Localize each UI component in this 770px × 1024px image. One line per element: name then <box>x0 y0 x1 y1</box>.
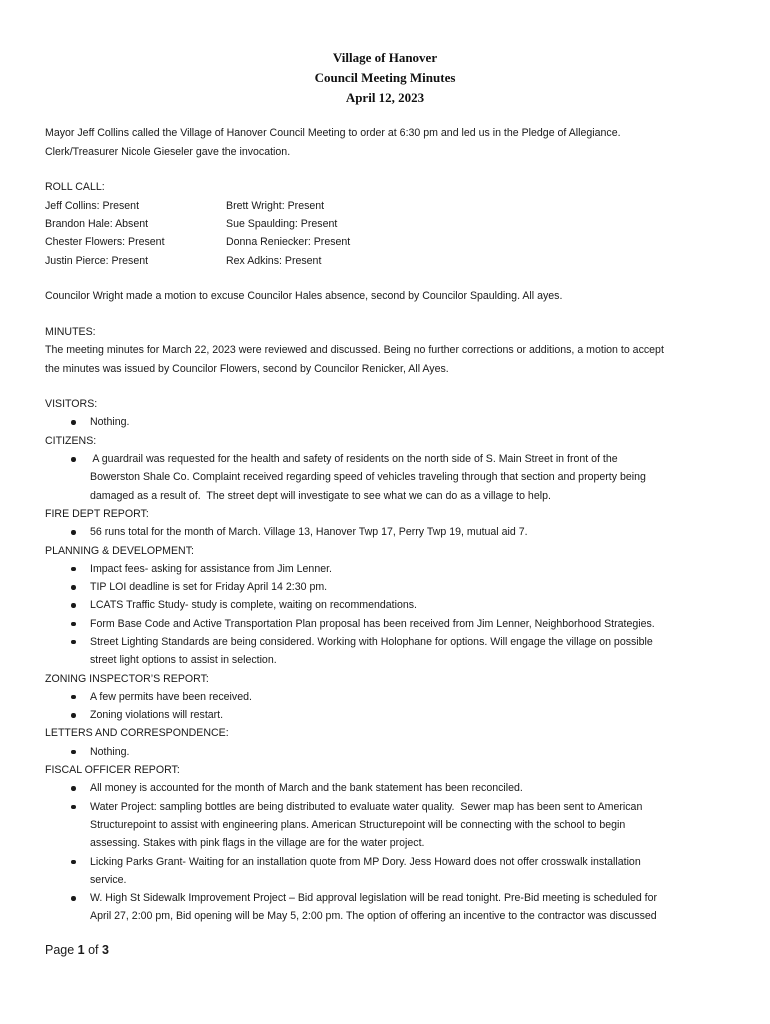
minutes-heading: MINUTES: <box>45 325 96 338</box>
roll-call-entry: Brett Wright: Present <box>226 199 325 212</box>
fire-dept-section <box>45 505 735 542</box>
section-heading: FISCAL OFFICER REPORT: <box>45 764 180 777</box>
bullet-list <box>45 743 735 761</box>
roll-call-entry: Donna Reniecker: Present <box>226 236 351 249</box>
bullet-item <box>45 413 735 431</box>
page-word: Page <box>45 943 78 957</box>
bullet-line: A few permits have been received. <box>90 690 252 703</box>
bullet-line: Licking Parks Grant- Waiting for an installation quote from MP Dory. Jess Howard does not offer crosswalk installation <box>90 855 641 868</box>
page-total: 3 <box>102 943 109 957</box>
bullet-line: Street Lighting Standards are being considered. Working with Holophane for options. Will engage the village on possible <box>90 635 653 648</box>
visitors-section <box>45 395 735 432</box>
document-header <box>0 48 770 108</box>
document-title: Village of Hanover <box>332 50 438 65</box>
bullet-line: damaged as a result of. The street dept will investigate to see what we can do as a village to help. <box>90 489 551 502</box>
document-subtitle: Council Meeting Minutes <box>314 70 456 85</box>
roll-call-list <box>45 197 735 271</box>
bullet-line: 56 runs total for the month of March. Village 13, Hanover Twp 17, Perry Twp 19, mutual aid 7. <box>90 526 528 539</box>
bullet-line: April 27, 2:00 pm, Bid opening will be May 5, 2:00 pm. The option of offering an incentive to the contractor was discussed <box>90 910 657 923</box>
roll-call-entry: Justin Pierce: Present <box>45 254 149 267</box>
bullet-line: TIP LOI deadline is set for Friday April 14 2:30 pm. <box>90 581 328 594</box>
motion-excuse: Councilor Wright made a motion to excuse Councilor Hales absence, second by Councilor Spaulding. All ayes. <box>45 290 563 303</box>
minutes-line-1: The meeting minutes for March 22, 2023 were reviewed and discussed. Being no further corrections or additions, a motion to accept <box>45 344 664 357</box>
bullet-line: Impact fees- asking for assistance from Jim Lenner. <box>90 562 332 575</box>
bullet-line: A guardrail was requested for the health and safety of residents on the north side of S. Main Street in front of the <box>90 453 618 466</box>
bullet-line: assessing. Stakes with pink flags in the village are for the water project. <box>90 837 425 850</box>
bullet-line: street light options to assist in selection. <box>90 654 277 667</box>
bullet-item <box>45 560 735 578</box>
planning-section <box>45 542 735 670</box>
bullet-line: LCATS Traffic Study- study is complete, waiting on recommendations. <box>90 599 417 612</box>
section-heading: PLANNING & DEVELOPMENT: <box>45 544 194 557</box>
bullet-item <box>45 853 735 890</box>
bullet-item <box>45 578 735 596</box>
bullet-item <box>45 743 735 761</box>
intro-line-1: Mayor Jeff Collins called the Village of Hanover Council Meeting to order at 6:30 pm and led us in the Pledge of Allegiance. <box>45 127 621 139</box>
bullet-list <box>45 523 735 541</box>
bullet-line: Water Project: sampling bottles are being distributed to evaluate water quality. Sewer map has been sent to American <box>90 800 643 813</box>
bullet-item <box>45 450 735 505</box>
bullet-list <box>45 779 735 925</box>
bullet-item <box>45 615 735 633</box>
section-heading: LETTERS AND CORRESPONDENCE: <box>45 727 229 740</box>
bullet-item <box>45 523 735 541</box>
roll-call-entry: Sue Spaulding: Present <box>226 217 338 230</box>
page-number: 1 <box>77 943 85 957</box>
zoning-section <box>45 670 735 725</box>
bullet-item <box>45 688 735 706</box>
intro-line-2: Clerk/Treasurer Nicole Gieseler gave the invocation. <box>45 145 291 158</box>
bullet-line: Zoning violations will restart. <box>90 709 224 722</box>
bullet-item <box>45 779 735 797</box>
minutes-line-2: the minutes was issued by Councilor Flowers, second by Councilor Renicker, All Ayes. <box>45 362 449 375</box>
roll-call-entry: Rex Adkins: Present <box>226 254 322 267</box>
roll-call-column-right <box>226 197 526 271</box>
bullet-line: Nothing. <box>90 745 130 758</box>
section-heading: VISITORS: <box>45 398 98 411</box>
bullet-item <box>45 706 735 724</box>
bullet-item <box>45 596 735 614</box>
of-word: of <box>84 943 102 957</box>
section-heading: FIRE DEPT REPORT: <box>45 507 149 520</box>
bullet-list <box>45 450 735 505</box>
roll-call-entry: Brandon Hale: Absent <box>45 217 149 230</box>
bullet-line: Bowerston Shale Co. Complaint received regarding speed of vehicles traveling through that section and property being <box>90 471 646 484</box>
bullet-list <box>45 560 735 670</box>
bullet-line: service. <box>90 873 127 886</box>
fiscal-section <box>45 761 735 926</box>
bullet-line: Structurepoint to assist with engineering plans. American Structurepoint will be connecting with the school to begin <box>90 818 626 831</box>
citizens-section <box>45 432 735 505</box>
letters-section <box>45 724 735 761</box>
document-body <box>45 124 735 926</box>
report-sections <box>45 395 735 926</box>
section-heading: CITIZENS: <box>45 434 97 447</box>
bullet-line: W. High St Sidewalk Improvement Project – Bid approval legislation will be read tonight. Pre-Bid meeting is scheduled for <box>90 892 658 905</box>
bullet-item <box>45 633 735 670</box>
roll-call-entry: Chester Flowers: Present <box>45 236 165 249</box>
bullet-line: All money is accounted for the month of March and the bank statement has been reconciled. <box>90 782 523 795</box>
bullet-list <box>45 413 735 431</box>
page-footer <box>45 943 109 957</box>
bullet-line: Nothing. <box>90 416 130 429</box>
roll-call-column-left <box>45 197 226 271</box>
meeting-date: April 12, 2023 <box>345 90 425 105</box>
bullet-line: Form Base Code and Active Transportation Plan proposal has been received from Jim Lenner, Neighborhood Strategies. <box>90 617 655 630</box>
bullet-list <box>45 688 735 725</box>
roll-call-entry: Jeff Collins: Present <box>45 199 140 212</box>
section-heading: ZONING INSPECTOR’S REPORT: <box>45 672 209 685</box>
roll-call-heading: ROLL CALL: <box>45 181 105 193</box>
bullet-item <box>45 798 735 853</box>
bullet-item <box>45 889 735 926</box>
